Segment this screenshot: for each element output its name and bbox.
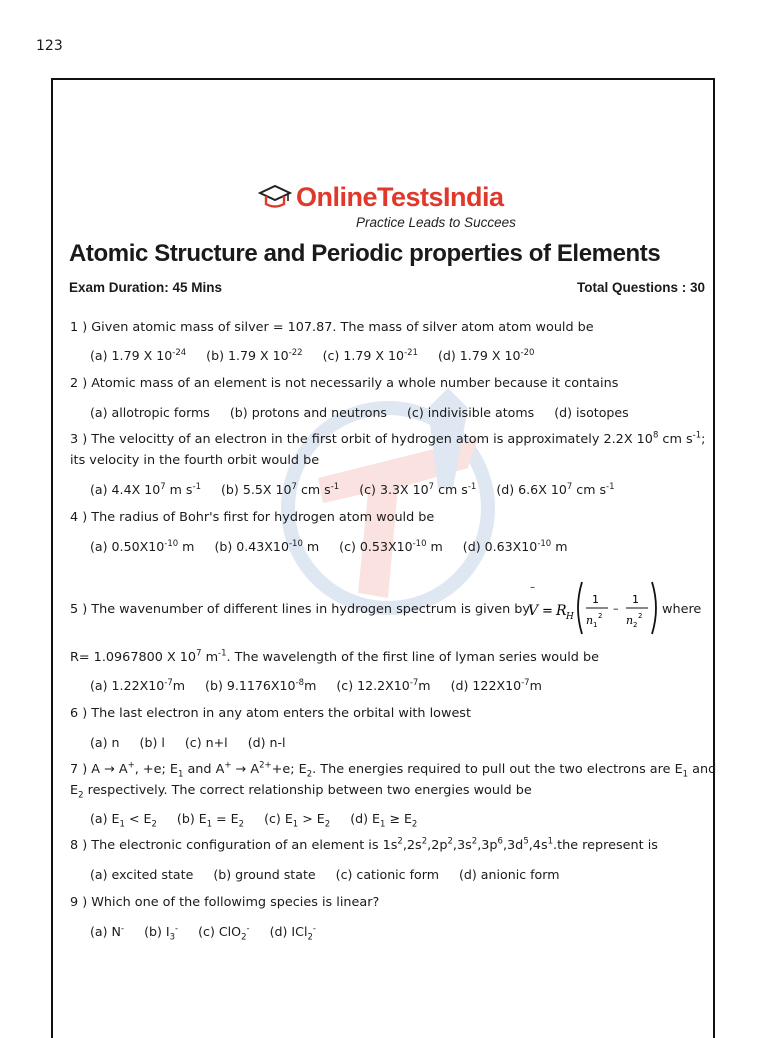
question-6-options: [90, 735, 302, 750]
question-5-line2: R= 1.0967800 X $10^7$ $m^{-1}$. The wavelength of the first line of lyman series would be: [70, 648, 599, 665]
svg-text:–: –: [613, 602, 619, 615]
option-d: (d) n-l: [247, 735, 286, 750]
option-a: (a) $E_1 < E_2$: [90, 811, 157, 830]
question-8-options: [90, 867, 575, 882]
question-6: 6 ) The last electron in any atom enters the orbital with lowest: [70, 706, 471, 721]
question-9-options: [90, 923, 332, 943]
option-b: (b) protons and neutrons: [229, 405, 387, 420]
question-5: 5 ) The wavenumber of different lines in hydrogen spectrum is given by: [70, 602, 530, 617]
option-c: (c) 1.79 X $10^{-21}$: [322, 347, 418, 363]
option-d: (d) 6.6X $10^7$ cm $s^{-1}$: [496, 481, 615, 497]
svg-text:1: 1: [592, 593, 599, 606]
option-b: (b) ground state: [213, 867, 316, 882]
option-d: (d) $0.63X10^{-10}$ m: [462, 538, 568, 554]
option-b: (b) $I_3^-$: [144, 923, 179, 943]
brand-name-part2: TestsIndia: [377, 182, 504, 212]
option-c: (c) n+l: [184, 735, 228, 750]
exam-duration: Exam Duration: 45 Mins: [69, 280, 223, 295]
option-c: (c) ClO$_2$-: [198, 923, 250, 943]
option-a: (a) N-: [90, 923, 125, 939]
svg-text:n: n: [586, 614, 594, 627]
question-4-options: [90, 539, 584, 554]
question-7: 7 ) A → A+, +e; $E_1$ and $A^+ \to A^{2+}+e$; $E_2$. The energies required to pull out the two electrons are $E_1$ and $E_2$ respectively. The correct relationship between two energies would be: [70, 760, 717, 801]
question-8: 8 ) The electronic configuration of an element is $1s^2,2s^2,2p^2,3s^2,3p^6,3d^5,4s^1.the$ represent is: [70, 836, 658, 853]
svg-text:H: H: [566, 612, 574, 622]
option-c: (c) $0.53X10^{-10}$ m: [339, 538, 443, 554]
option-c: (c) $12.2X10^{-7}m$: [336, 677, 431, 693]
total-questions: Total Questions : 30: [576, 280, 705, 295]
brand-tagline: Practice Leads to Succees: [356, 215, 516, 230]
option-a: (a) excited state: [90, 867, 194, 882]
page-number: 123: [36, 38, 63, 54]
option-b: (b) l: [139, 735, 165, 750]
option-b: (b) 5.5X $10^7$ cm $s^{-1}$: [221, 481, 340, 497]
question-2: 2 ) Atomic mass of an element is not necessarily a whole number because it contains: [70, 376, 619, 391]
question-2-options: [90, 405, 645, 420]
option-a: (a) allotropic forms: [90, 405, 210, 420]
option-a: (a) $1.22X10^{-7}m$: [90, 677, 186, 693]
brand-name-part1: Online: [296, 182, 378, 212]
svg-text:1: 1: [632, 593, 639, 606]
svg-text:2: 2: [598, 612, 603, 620]
question-9: 9 ) Which one of the followimg species is linear?: [70, 895, 380, 910]
option-d: (d) $E_1 \ge E_2$: [350, 811, 418, 830]
option-c: (c) 3.3X $10^7$ cm $s^{-1}$: [359, 481, 477, 497]
question-5-options: [90, 678, 558, 693]
svg-text:R: R: [556, 603, 567, 619]
option-b: (b) $9.1176X10^{-8}m$: [205, 677, 317, 693]
graduation-cap-icon: [258, 184, 292, 210]
option-d: (d) $122X10^{-7}m$: [450, 677, 542, 693]
option-c: (c) cationic form: [335, 867, 439, 882]
option-d: (d) ICl$_2$-: [269, 923, 316, 943]
option-b: (b) 1.79 X $10^{-22}$: [206, 347, 303, 363]
svg-text:2: 2: [633, 621, 638, 629]
svg-text:–: –: [530, 582, 535, 593]
rydberg-formula: [524, 576, 664, 640]
svg-text:n: n: [626, 614, 634, 627]
option-b: (b) $E_1 = E_2$: [176, 811, 245, 830]
question-1: 1 ) Given atomic mass of silver = 107.87. The mass of silver atom atom would be: [70, 320, 594, 335]
document-title: Atomic Structure and Periodic properties of Elements: [69, 240, 661, 267]
option-a: (a) 4.4X $10^7$ m $s^{-1}$: [90, 481, 201, 497]
brand-logo: [258, 182, 538, 232]
option-d: (d) anionic form: [458, 867, 560, 882]
option-a: (a) $0.50X10^{-10}$ m: [90, 538, 195, 554]
option-c: (c) indivisible atoms: [407, 405, 535, 420]
option-a: (a) n: [90, 735, 120, 750]
svg-text:1: 1: [593, 621, 598, 629]
question-4: 4 ) The radius of Bohr's first for hydrogen atom would be: [70, 510, 435, 525]
option-d: (d) 1.79 X $10^{-20}$: [437, 347, 535, 363]
question-1-options: [90, 348, 550, 363]
question-5-where: where: [662, 602, 702, 617]
option-d: (d) isotopes: [554, 405, 629, 420]
option-b: (b) $0.43X10^{-10}$ m: [214, 538, 320, 554]
svg-text:2: 2: [638, 612, 643, 620]
brand-name: [296, 182, 504, 213]
option-a: (a) 1.79 X $10^{-24}$: [90, 347, 187, 363]
question-7-options: [90, 811, 433, 830]
question-3-options: [90, 482, 631, 497]
question-3: 3 ) The velocitty of an electron in the first orbit of hydrogen atom is approximately 2.2X $10^8$ cm $s^{-1}$; its velocity in the fourth orbit would be: [70, 430, 706, 468]
svg-text:V: V: [528, 603, 539, 619]
svg-text:=: =: [542, 604, 553, 619]
option-c: (c) $E_1 > E_2$: [264, 811, 331, 830]
